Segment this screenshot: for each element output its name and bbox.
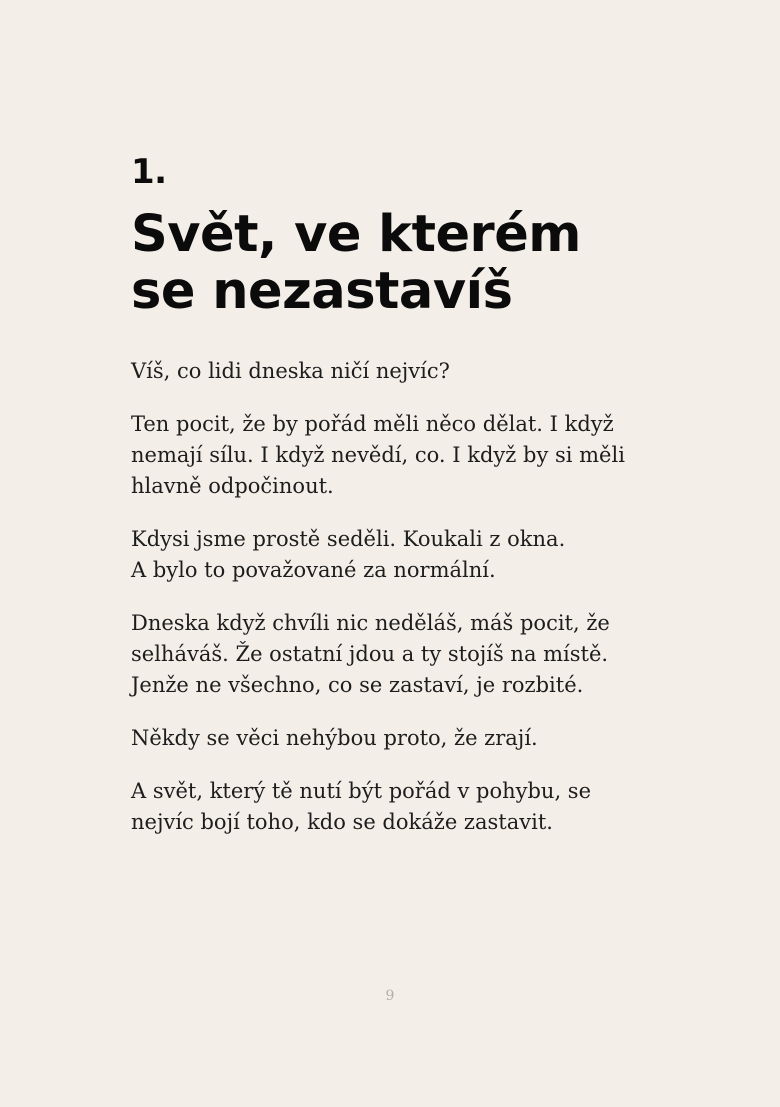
paragraph-line: selháváš. Že ostatní jdou a ty stojíš na místě. — [131, 642, 609, 666]
paragraph-line: Kdysi jsme prostě seděli. Koukali z okna. — [131, 527, 566, 551]
paragraph — [131, 524, 671, 586]
paragraph-line: Ten pocit, že by pořád měli něco dělat. I když — [131, 412, 614, 436]
paragraph-line: Dneska když chvíli nic neděláš, máš pocit, že — [131, 611, 610, 635]
paragraph — [131, 409, 671, 502]
paragraph-line: hlavně odpočinout. — [131, 474, 334, 498]
paragraph-line: nemají sílu. I když nevědí, co. I když by si měli — [131, 443, 625, 467]
paragraph-line: nejvíc bojí toho, kdo se dokáže zastavit. — [131, 810, 553, 834]
paragraph — [131, 608, 671, 701]
paragraph — [131, 776, 671, 838]
chapter-title — [131, 206, 671, 320]
paragraph-line: Víš, co lidi dneska ničí nejvíc? — [131, 359, 450, 383]
chapter-number: 1. — [131, 152, 167, 192]
chapter-title-line: Svět, ve kterém — [131, 205, 581, 264]
paragraph — [131, 723, 671, 754]
paragraph-line: A bylo to považované za normální. — [131, 558, 496, 582]
chapter-content — [131, 150, 671, 860]
paragraph-line: A svět, který tě nutí být pořád v pohybu, se — [131, 779, 592, 803]
paragraph — [131, 356, 671, 387]
chapter-title-line: se nezastavíš — [131, 262, 513, 321]
paragraph-line: Jenže ne všechno, co se zastaví, je rozbité. — [131, 673, 584, 697]
chapter-body — [131, 356, 671, 838]
paragraph-line: Někdy se věci nehýbou proto, že zrají. — [131, 726, 538, 750]
page-number: 9 — [385, 988, 395, 1004]
